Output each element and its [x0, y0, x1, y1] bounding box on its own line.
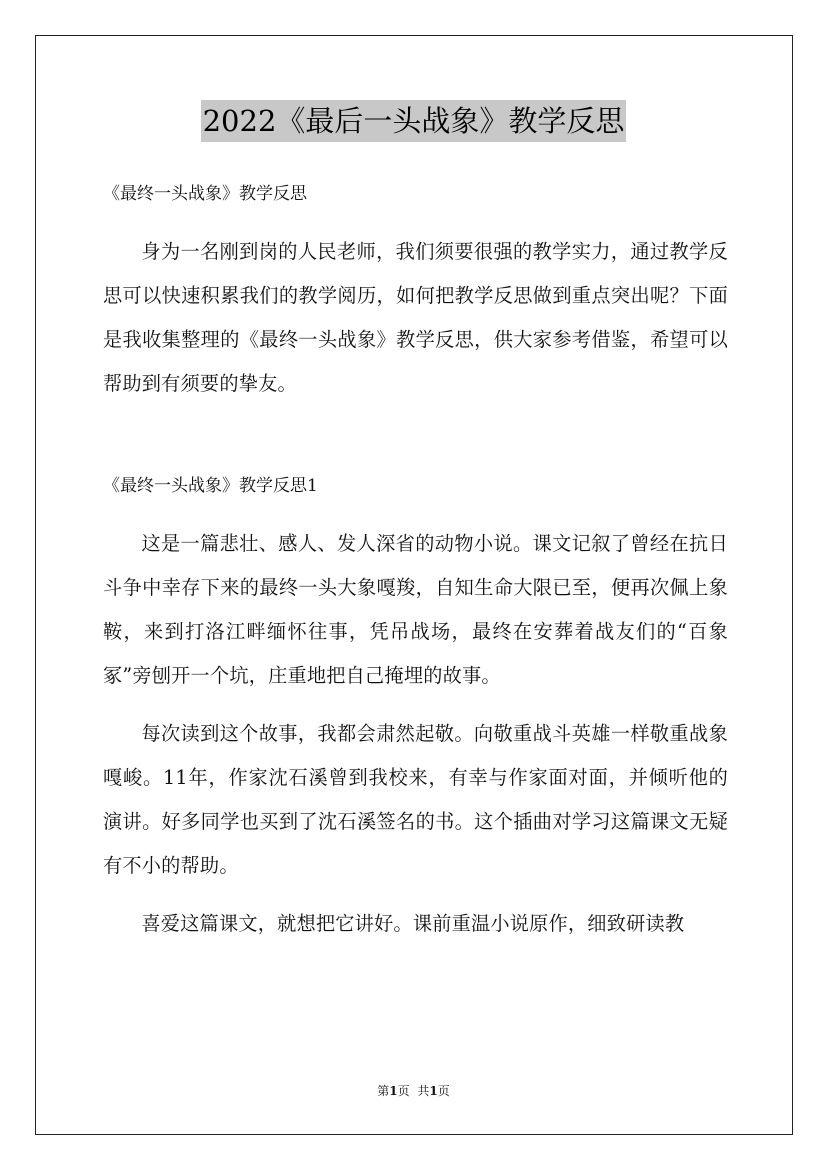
total-pages: 1 [429, 1084, 438, 1098]
spacer [103, 698, 728, 712]
spacer [103, 406, 728, 464]
section-paragraph[interactable]: 每次读到这个故事，我都会肃然起敬。向敬重战斗英雄一样敬重战象嘎峻。11年，作家沈石溪曾到我校来，有幸与作家面对面，并倾听他的演讲。好多同学也买到了沈石溪签名的书。这个插曲对学习这篇课文无疑有不小的帮助。 [103, 722, 728, 877]
page-number: 1 [389, 1084, 398, 1098]
document-body [103, 172, 728, 946]
spacer [103, 216, 728, 230]
section-heading[interactable]: 《最终一头战象》教学反思1 [103, 476, 318, 496]
intro-heading[interactable]: 《最终一头战象》教学反思 [103, 184, 307, 204]
total-prefix: 共 [417, 1084, 430, 1098]
page-suffix: 页 [397, 1084, 410, 1098]
intro-paragraph[interactable]: 身为一名刚到岗的人民老师，我们须要很强的教学实力，通过教学反思可以快速积累我们的教学阅历，如何把教学反思做到重点突出呢？下面是我收集整理的《最终一头战象》教学反思，供大家参考借鉴，希望可以帮助到有须要的挚友。 [103, 240, 728, 395]
title-container [0, 100, 827, 142]
section-paragraph[interactable]: 喜爱这篇课文，就想把它讲好。课前重温小说原作，细致研读教 [141, 912, 685, 935]
page-footer [0, 1083, 827, 1099]
section-paragraph[interactable]: 这是一篇悲壮、感人、发人深省的动物小说。课文记叙了曾经在抗日斗争中幸存下来的最终一头大象嘎羧，自知生命大限已至，便再次佩上象鞍，来到打洛江畔缅怀往事，凭吊战场，最终在安葬着战友们的“百象冢”旁刨开一个坑，庄重地把自己掩埋的故事。 [103, 532, 728, 687]
spacer [103, 508, 728, 522]
spacer [103, 888, 728, 902]
document-title[interactable]: 2022《最后一头战象》教学反思 [201, 100, 627, 142]
total-suffix: 页 [437, 1084, 450, 1098]
page-prefix: 第 [377, 1084, 390, 1098]
